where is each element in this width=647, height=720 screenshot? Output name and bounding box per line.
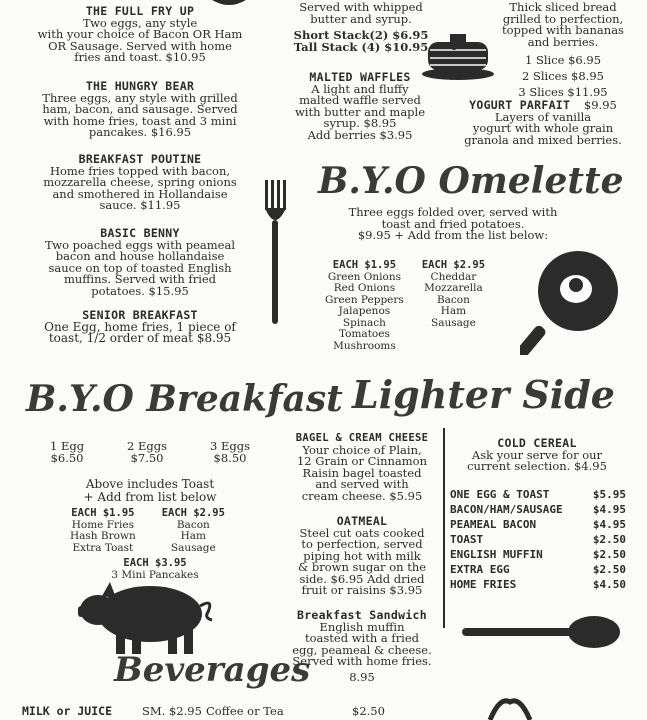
benny-title: BASIC BENNY bbox=[100, 226, 180, 240]
bagel-section bbox=[284, 433, 440, 502]
cold-cereal-title: COLD CEREAL bbox=[497, 436, 577, 450]
addon-item: Bacon bbox=[436, 293, 470, 306]
pancakes-line: butter and syrup. bbox=[310, 11, 412, 26]
side-item bbox=[450, 517, 626, 532]
bagel-line: and served with bbox=[315, 477, 409, 491]
byo-egg-options bbox=[50, 440, 250, 464]
side-item-name: EXTRA EGG bbox=[450, 563, 510, 576]
pancakes-tall-stack: Tall Stack (4) $10.95 bbox=[293, 39, 429, 54]
hungry-bear-line: with home fries, toast and 3 mini bbox=[43, 113, 237, 128]
french-toast-line: Thick sliced bread bbox=[509, 0, 617, 14]
bagel-line: Raisin bagel toasted bbox=[302, 465, 422, 480]
addon-item: Green Peppers bbox=[325, 293, 404, 306]
oatmeal-line: side. $6.95 Add dried bbox=[299, 571, 425, 586]
sandwich-section bbox=[284, 610, 440, 683]
addon-price-header: EACH $2.95 bbox=[421, 259, 486, 271]
cold-cereal-line: current selection. $4.95 bbox=[467, 459, 607, 473]
coffee-price: $2.50 bbox=[352, 704, 385, 718]
egg-option-price: $6.50 bbox=[50, 451, 84, 465]
french-toast-price: 1 Slice $6.95 bbox=[524, 53, 602, 67]
senior-section bbox=[20, 310, 260, 345]
oatmeal-line: fruit or raisins $3.95 bbox=[301, 583, 423, 597]
french-toast-price: 2 Slices $8.95 bbox=[522, 69, 604, 83]
side-item-name: ENGLISH MUFFIN bbox=[450, 548, 543, 561]
full-fry-title: THE FULL FRY UP bbox=[85, 4, 195, 18]
full-fry-section bbox=[20, 6, 260, 64]
addon-item: Sausage bbox=[431, 316, 476, 329]
hungry-bear-section bbox=[20, 81, 260, 139]
side-item-price: $2.50 bbox=[592, 548, 626, 561]
oatmeal-line: piping hot with milk bbox=[303, 548, 421, 563]
french-toast-line: grilled to perfection, bbox=[502, 11, 624, 26]
full-fry-line: OR Sausage. Served with home bbox=[48, 38, 232, 53]
addon-price-header: EACH $2.95 bbox=[161, 507, 225, 519]
sandwich-line: Served with home fries. bbox=[292, 654, 432, 668]
omelette-description bbox=[318, 207, 588, 242]
omelette-line: Three eggs folded over, served with bbox=[348, 205, 558, 219]
full-fry-line: with your choice of Bacon OR Ham bbox=[37, 27, 243, 41]
side-item bbox=[450, 532, 626, 547]
full-fry-line: Two eggs, any style bbox=[82, 15, 198, 30]
side-item-price: $2.50 bbox=[592, 563, 626, 576]
oatmeal-title: OATMEAL bbox=[336, 514, 388, 528]
waffles-line: A light and fluffy bbox=[311, 81, 409, 96]
benny-section bbox=[20, 228, 260, 297]
addon-item: Ham bbox=[440, 305, 467, 317]
senior-title: SENIOR BREAKFAST bbox=[82, 308, 198, 322]
egg-option-label: 3 Eggs bbox=[210, 439, 250, 453]
milk-label: MILK or JUICE bbox=[22, 704, 113, 718]
parfait-line: yogurt with whole grain bbox=[472, 121, 614, 135]
french-toast-line: topped with bananas bbox=[502, 23, 624, 37]
french-toast-line: and berries. bbox=[527, 34, 599, 49]
addon-item: Mozzarella bbox=[424, 282, 483, 294]
egg-option-price: $8.50 bbox=[213, 451, 247, 465]
addon-item: Red Onions bbox=[333, 282, 396, 294]
addon-item: 3 Mini Pancakes bbox=[111, 568, 199, 581]
addon-item: Green Onions bbox=[327, 270, 401, 283]
full-fry-line: fries and toast. $10.95 bbox=[74, 50, 206, 64]
byo-breakfast-note bbox=[50, 478, 250, 504]
egg-option-label: 2 Eggs bbox=[127, 439, 168, 453]
addon-item: Ham bbox=[180, 530, 207, 542]
lighter-side-divider bbox=[443, 428, 445, 628]
omelette-line: $9.95 + Add from the list below: bbox=[357, 228, 549, 242]
benny-line: bacon and house hollandaise bbox=[55, 249, 225, 263]
waffles-section bbox=[280, 72, 440, 141]
waffles-line: malted waffle served bbox=[299, 93, 421, 107]
bagel-line: 12 Grain or Cinnamon bbox=[296, 454, 428, 468]
bagel-line: cream cheese. $5.95 bbox=[301, 488, 423, 503]
egg-option bbox=[210, 440, 250, 464]
addon-item: Spinach bbox=[342, 316, 386, 329]
senior-line: toast, 1/2 order of meat $8.95 bbox=[48, 331, 232, 345]
oatmeal-line: & brown sugar on the bbox=[297, 560, 427, 574]
side-item-name: HOME FRIES bbox=[450, 578, 517, 591]
parfait-line: granola and mixed berries. bbox=[464, 132, 622, 147]
oatmeal-line: to perfection, served bbox=[301, 537, 423, 551]
egg-option-price: $7.50 bbox=[130, 451, 164, 465]
benny-line: Two poached eggs with peameal bbox=[44, 237, 236, 252]
omelette-addons-195 bbox=[325, 260, 404, 352]
side-item-price: $4.95 bbox=[592, 518, 626, 531]
waffles-line: syrup. $8.95 bbox=[323, 116, 397, 130]
parfait-title: YOGURT PARFAIT bbox=[469, 98, 571, 112]
egg-option-label: 1 Egg bbox=[50, 439, 85, 453]
pancakes-short-stack: Short Stack(2) $6.95 bbox=[293, 28, 429, 42]
bagel-line: Your choice of Plain, bbox=[302, 442, 422, 457]
sandwich-line: toasted with a fried bbox=[304, 631, 420, 645]
waffles-line: Add berries $3.95 bbox=[307, 127, 413, 142]
side-item bbox=[450, 487, 626, 502]
milk-price: SM. $2.95 bbox=[142, 704, 202, 718]
hungry-bear-line: Three eggs, any style with grilled bbox=[42, 90, 238, 105]
hungry-bear-line: pancakes. $16.95 bbox=[88, 125, 192, 139]
spoon-icon bbox=[462, 612, 622, 652]
side-item-price: $2.50 bbox=[592, 533, 626, 546]
benny-line: potatoes. $15.95 bbox=[91, 283, 189, 298]
addon-item: Bacon bbox=[176, 518, 210, 531]
omelette-addons-295 bbox=[422, 260, 485, 352]
poutine-line: Home fries topped with bacon, bbox=[49, 163, 231, 178]
side-item-name: BACON/HAM/SAUSAGE bbox=[450, 503, 563, 516]
poutine-line: mozzarella cheese, spring onions bbox=[43, 175, 237, 189]
addon-item: Extra Toast bbox=[72, 541, 134, 554]
oatmeal-section bbox=[284, 516, 440, 597]
side-item-price: $4.50 bbox=[592, 578, 626, 591]
egg-option bbox=[50, 440, 84, 464]
lighter-side-heading: Lighter Side bbox=[352, 372, 615, 417]
cold-cereal-line: Ask your serve for our bbox=[471, 447, 603, 462]
byo-addons-295 bbox=[162, 508, 225, 554]
french-toast-price: 3 Slices $11.95 bbox=[518, 85, 608, 99]
byo-note-line: + Add from list below bbox=[83, 490, 217, 504]
side-item-price: $4.95 bbox=[592, 503, 626, 516]
waffles-line: with butter and maple bbox=[294, 104, 426, 119]
coffee-label: Coffee or Tea bbox=[206, 704, 284, 718]
addon-item: Cheddar bbox=[430, 270, 477, 283]
sides-list bbox=[450, 487, 626, 592]
poutine-section bbox=[20, 154, 260, 212]
pancakes-section bbox=[286, 2, 436, 53]
omelette-addons bbox=[325, 260, 485, 352]
side-item bbox=[450, 502, 626, 517]
side-item-name: TOAST bbox=[450, 533, 484, 546]
addon-item: Mushrooms bbox=[333, 339, 396, 352]
sandwich-title: Breakfast Sandwich bbox=[296, 608, 428, 622]
poutine-title: BREAKFAST POUTINE bbox=[78, 152, 202, 166]
addon-price-header: EACH $3.95 bbox=[123, 557, 187, 569]
side-item bbox=[450, 562, 626, 577]
addon-item: Hash Brown bbox=[70, 530, 136, 542]
side-item bbox=[450, 547, 626, 562]
addon-price-header: EACH $1.95 bbox=[332, 259, 397, 271]
pancakes-line: Served with whipped bbox=[299, 0, 423, 14]
omelette-heading: B.Y.O Omelette bbox=[318, 160, 624, 202]
poutine-line: sauce. $11.95 bbox=[99, 198, 181, 212]
side-item-price: $5.95 bbox=[592, 488, 626, 501]
french-toast-section bbox=[488, 2, 638, 100]
cold-cereal-section bbox=[452, 438, 622, 473]
hungry-bear-line: ham, bacon, and sausage. Served bbox=[42, 102, 238, 116]
poutine-line: and smothered in Hollandaise bbox=[52, 186, 228, 201]
addon-item: Home Fries bbox=[71, 518, 134, 531]
frying-pan-icon bbox=[520, 245, 620, 355]
egg-option bbox=[127, 440, 167, 464]
parfait-price: $9.95 bbox=[583, 98, 617, 112]
senior-line: One Egg, home fries, 1 piece of bbox=[44, 319, 236, 334]
hungry-bear-title: THE HUNGRY BEAR bbox=[85, 79, 195, 93]
fork-icon bbox=[263, 180, 287, 326]
addon-item: Sausage bbox=[170, 541, 216, 554]
benny-line: sauce on top of toasted English bbox=[48, 260, 232, 275]
parfait-line: Layers of vanilla bbox=[494, 109, 592, 124]
byo-breakfast-addons bbox=[70, 508, 225, 554]
addon-item: Tomatoes bbox=[338, 328, 390, 340]
side-item bbox=[450, 577, 626, 592]
side-item-name: ONE EGG & TOAST bbox=[450, 488, 550, 501]
bagel-title: BAGEL & CREAM CHEESE bbox=[295, 432, 429, 444]
omelette-line: toast and fried potatoes. bbox=[381, 216, 525, 231]
addon-price-header: EACH $1.95 bbox=[71, 507, 135, 519]
partial-top-icon bbox=[212, 0, 246, 8]
oatmeal-line: Steel cut oats cooked bbox=[299, 525, 425, 540]
side-item-name: PEAMEAL BACON bbox=[450, 518, 537, 531]
sandwich-line: 8.95 bbox=[349, 669, 375, 684]
byo-addons-195 bbox=[70, 508, 136, 554]
sandwich-line: egg, peameal & cheese. bbox=[292, 642, 432, 657]
pig-icon bbox=[76, 578, 218, 656]
beverages-heading: Beverages bbox=[114, 650, 311, 690]
byo-note-line: Above includes Toast bbox=[85, 477, 215, 491]
waffles-title: MALTED WAFFLES bbox=[309, 70, 411, 84]
sandwich-line: English muffin bbox=[319, 619, 405, 634]
addon-item: Jalapenos bbox=[338, 305, 391, 317]
byo-breakfast-heading: B.Y.O Breakfast bbox=[26, 378, 343, 420]
benny-line: muffins. Served with fried bbox=[63, 272, 217, 286]
utensil-partial-icon bbox=[480, 692, 540, 720]
parfait-section bbox=[448, 100, 638, 146]
